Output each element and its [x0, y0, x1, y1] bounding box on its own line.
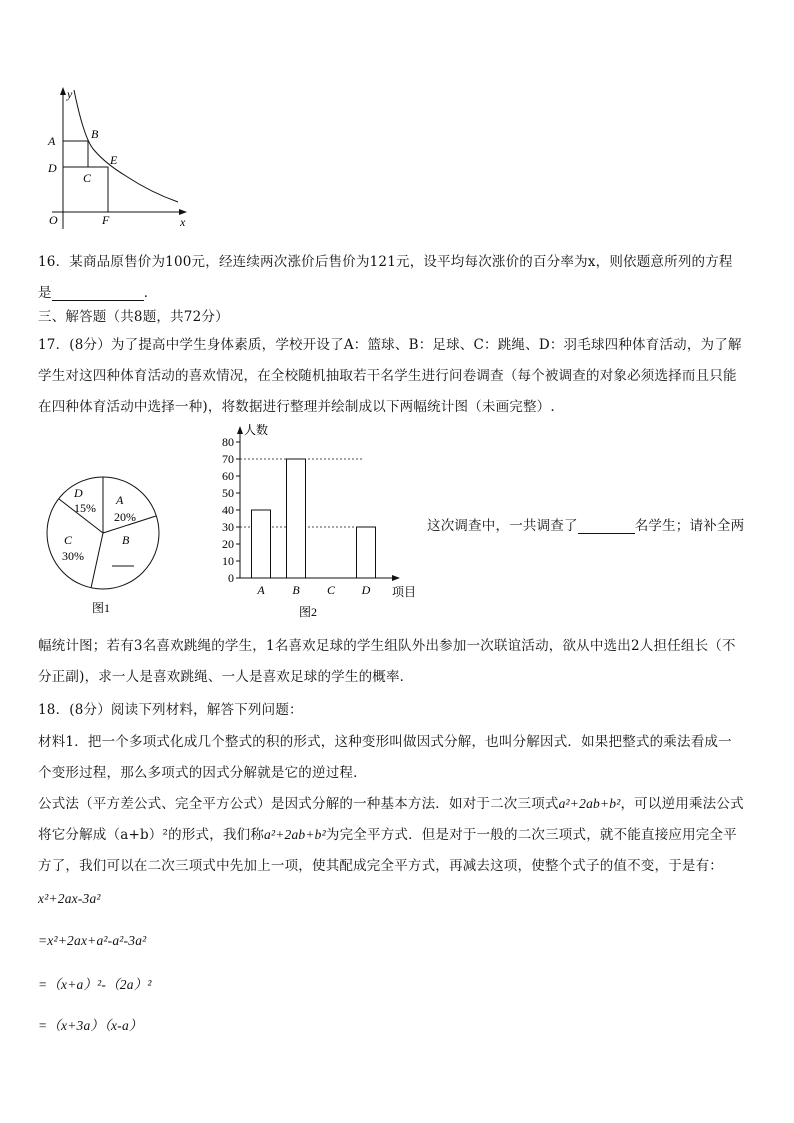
- y-tick-label: 30: [222, 520, 234, 534]
- q17-line3: 在四种体育活动中选择一种)，将数据进行整理并绘制成以下两幅统计图（未画完整）.: [38, 399, 555, 415]
- x-axis-label: 项目: [392, 585, 417, 599]
- label-c: C: [83, 171, 92, 185]
- label-y: y: [67, 87, 73, 101]
- q17-side-text: [427, 514, 744, 534]
- q18-line5-a: 将它分解成（a+b）²的形式，我们称: [38, 827, 265, 843]
- q16-answer-blank[interactable]: [52, 286, 144, 301]
- label-a: A: [48, 134, 56, 148]
- bar-chart-caption: 图2: [299, 605, 318, 619]
- label-o: O: [49, 213, 58, 227]
- q18-eq1: x²+2ax-3a²: [38, 891, 101, 906]
- x-tick-label: B: [292, 583, 300, 597]
- x-tick-label: C: [326, 583, 336, 597]
- q18-eq2: =x²+2ax+a²-a²-3a²: [38, 933, 147, 948]
- bar-chart: [204, 420, 424, 620]
- y-tick-label: 20: [222, 537, 234, 551]
- pie-chart: [44, 472, 170, 622]
- q18-line5-b: 为完全平方式．但是对于一般的二次三项式，就不能直接应用完全平: [325, 827, 737, 843]
- q17-line2: 学生对这四种体育活动的喜欢情况，在全校随机抽取若干名学生进行问卷调查（每个被调查的对象必须选择而且只能: [38, 368, 737, 384]
- pie-caption: 图1: [92, 601, 111, 615]
- pie-pct-a: 20%: [114, 510, 136, 524]
- label-e: E: [110, 153, 118, 167]
- q18-line1: 18．(8分）阅读下列材料，解答下列问题：: [38, 702, 303, 718]
- q17-side-suffix: 名学生；请补全两: [634, 518, 745, 534]
- q17-count-blank[interactable]: [578, 519, 635, 534]
- bar-b: [287, 459, 306, 578]
- q16-line2: [38, 281, 157, 301]
- y-tick-label: 0: [228, 571, 234, 585]
- pie-label-b: B: [122, 533, 130, 547]
- label-f: F: [102, 213, 110, 227]
- q18-line5-expr: a²+2ab+b²: [264, 827, 326, 842]
- pie-label-d: D: [74, 486, 83, 500]
- pie-pct-d: 15%: [74, 501, 96, 515]
- q18-line3: 个变形过程，那么多项式的因式分解就是它的逆过程．: [38, 765, 367, 781]
- q17-side-prefix: 这次调查中，一共调查了: [427, 518, 578, 534]
- q17-line4: 幅统计图；若有3名喜欢跳绳的学生，1名喜欢足球的学生组队外出参加一次联谊活动，欲从中选出2人担任组长（不: [38, 638, 736, 654]
- label-b: B: [91, 127, 99, 141]
- bar-a: [252, 510, 271, 578]
- hyperbola-curve: [74, 90, 178, 202]
- q18-line2: 材料1．把一个多项式化成几个整式的积的形式，这种变形叫做因式分解，也叫分解因式．如果把整式的乘法看成一: [38, 734, 732, 750]
- q16-line1: 16．某商品原售价为100元，经连续两次涨价后售价为121元，设平均每次涨价的百分率为x，则依题意所列的方程: [38, 254, 733, 270]
- rectangle-ab: [63, 141, 88, 167]
- bar-d: [357, 527, 376, 578]
- y-tick-label: 50: [222, 486, 234, 500]
- hyperbola-graph: [30, 84, 200, 234]
- y-tick-label: 80: [222, 435, 234, 449]
- q18-eq3: =（x+a）²-（2a）²: [38, 977, 152, 992]
- q17-line5: 分正副)，求一人是喜欢跳绳、一人是喜欢足球的学生的概率．: [38, 669, 414, 685]
- pie-label-a: A: [116, 493, 124, 507]
- q17-line1: 17．(8分）为了提高中学生身体素质，学校开设了A：篮球、B：足球、C：跳绳、D：羽毛球四种体育活动，为了解: [38, 337, 742, 353]
- y-tick-label: 70: [222, 452, 234, 466]
- x-tick-label: A: [257, 583, 265, 597]
- pie-divider-bottom: [91, 533, 103, 588]
- label-x: x: [180, 215, 186, 229]
- label-d: D: [48, 161, 57, 175]
- q18-line6: 方了，我们可以在二次三项式中先加上一项，使其配成完全平方式，再减去这项，使整个式子的值不变，于是有：: [38, 858, 723, 874]
- y-axis-arrow: [237, 426, 243, 434]
- q18-line4-b: ，可以逆用乘法公式: [620, 796, 744, 812]
- y-axis-label: 人数: [244, 423, 269, 437]
- q18-eq4: =（x+3a）（x-a）: [38, 1018, 143, 1033]
- x-tick-label: D: [361, 583, 371, 597]
- y-tick-label: 40: [222, 503, 234, 517]
- q18-line4-a: 公式法（平方差公式、完全平方公式）是因式分解的一种基本方法．如对于二次三项式: [38, 796, 559, 812]
- q16-suffix: ．: [143, 285, 158, 301]
- y-tick-label: 60: [222, 469, 234, 483]
- q18-line4-expr: a²+2ab+b²: [558, 796, 621, 811]
- q18-line4: [38, 792, 744, 812]
- pie-pct-c: 30%: [62, 549, 84, 563]
- section3-heading: 三、解答题（共8题，共72分）: [38, 309, 229, 325]
- q16-prefix: 是: [38, 285, 52, 301]
- x-axis-arrow: [392, 575, 400, 581]
- y-tick-label: 10: [222, 554, 234, 568]
- q18-line5: [38, 823, 737, 843]
- pie-label-c: C: [64, 533, 73, 547]
- y-axis-arrow: [60, 87, 66, 95]
